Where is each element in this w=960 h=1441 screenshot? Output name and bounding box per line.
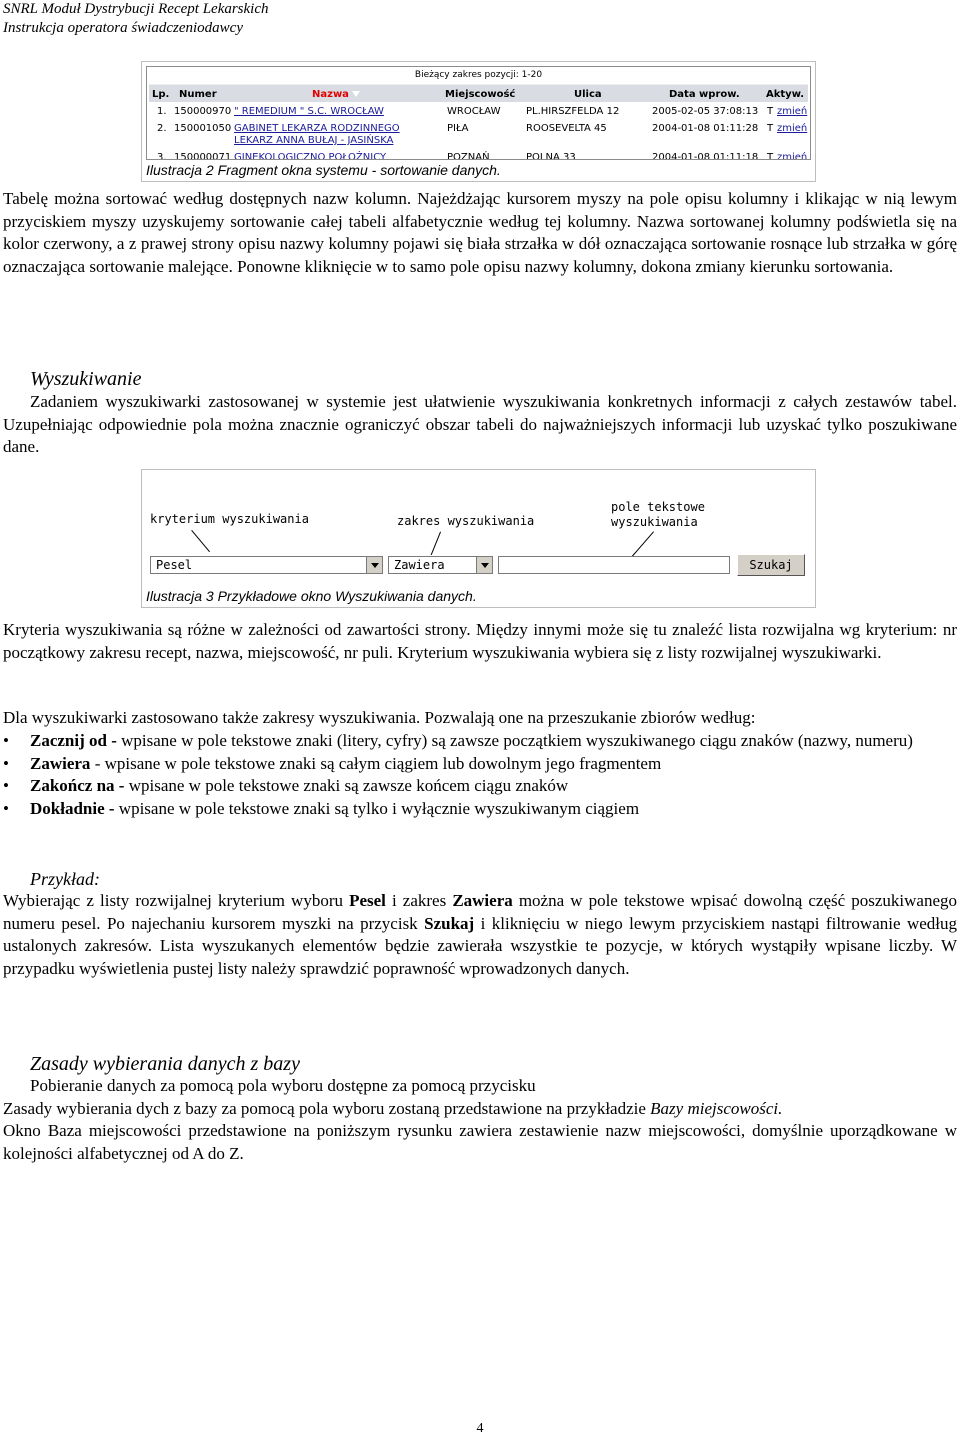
document-header <box>3 0 269 38</box>
list-item <box>3 775 957 798</box>
example-bold: Szukaj <box>424 913 475 933</box>
annotation-textfield <box>611 500 705 530</box>
cell-lp: 1. <box>157 106 167 117</box>
chevron-down-icon[interactable] <box>366 557 382 573</box>
pointer-line <box>191 530 210 552</box>
cell-lp: 3. <box>157 152 167 160</box>
column-header-nazwa-label: Nazwa <box>312 89 349 100</box>
list-item-term: Zacznij od - <box>30 731 117 750</box>
section-title-rules: Zasady wybierania danych z bazy <box>30 1053 300 1075</box>
cell-aktyw: T <box>767 152 774 160</box>
list-item <box>3 730 957 753</box>
cell-data: 2004-01-08 01:11:28 <box>652 123 759 134</box>
annotation-range: zakres wyszukiwania <box>397 514 535 528</box>
example-text: i kliknięciu w niego lewym przyciskiem nastąpi filtrowanie według ustalonych zakresów. Lista wyszukanych elementów będzie zawierała wszystkie te pozycje, w których wystąpiły wpisane liczby. W przypadku wyświetlenia pustej listy należy sprawdzić poprawność wprowadzonych danych. <box>3 913 957 979</box>
cell-nazwa-link-line2[interactable]: LEKARZ ANNA BUŁAJ - JASIŃSKA <box>234 135 394 146</box>
column-header-miejscowosc[interactable]: Miejscowość <box>445 89 516 100</box>
section-title-search: Wyszukiwanie <box>30 368 142 390</box>
search-text-input[interactable] <box>498 556 730 574</box>
list-item-term: Dokładnie - <box>30 799 115 819</box>
example-text: i zakres <box>385 891 453 910</box>
cell-nazwa-link[interactable]: " REMEDIUM " S.C. WROCŁAW <box>234 106 384 117</box>
list-item-text: wpisane w pole tekstowe znaki są zawsze końcem ciągu znaków <box>124 776 569 796</box>
table-header <box>149 84 808 102</box>
cell-miejscowosc: PIŁA <box>447 123 469 134</box>
paragraph-search: Zadaniem wyszukiwarki zastosowanej w systemie jest ułatwienie wyszukiwania konkretnych informacji z całych zestawów tabel. Uzupełniając odpowiednie pola można znacznie ograniczyć obszar tabeli do najważniejszych informacji lub uzyskać tylko poszukiwane dane. <box>3 392 957 457</box>
cell-ulica: POLNA 33 <box>526 152 576 160</box>
example-text: można w pole tekstowe wpisać dowolną część poszukiwanego numeru pesel. Po najechaniu kursorem myszki na przycisk <box>3 891 958 933</box>
chevron-down-icon[interactable] <box>476 557 492 573</box>
edit-link[interactable]: zmień <box>777 106 808 117</box>
paragraph-rules <box>3 1098 957 1121</box>
list-item-text: - wpisane w pole tekstowe znaki są całym ciągiem lub dowolnym jego fragmentem <box>90 753 662 773</box>
column-header-data[interactable]: Data wprow. <box>669 89 740 100</box>
paragraph-example <box>3 890 957 981</box>
cell-aktyw: T <box>767 123 774 134</box>
list-item <box>3 753 957 776</box>
figure-search <box>141 469 816 608</box>
example-text: Wybierając z listy rozwijalnej kryterium wyboru <box>3 891 350 910</box>
cell-nazwa-link[interactable]: GINEKOLOGICZNO POŁOŻNICY <box>234 152 387 160</box>
criterion-select[interactable] <box>150 556 383 574</box>
list-item <box>3 798 957 821</box>
paragraph-ranges: Dla wyszukiwarki zastosowano także zakresy wyszukiwania. Pozwalają one na przeszukanie zbiorów według: <box>3 708 756 727</box>
cell-numer: 150000071 <box>174 152 232 160</box>
cell-data: 2005-02-05 37:08:13 <box>652 106 759 117</box>
example-bold: Zawiera <box>452 891 513 910</box>
column-header-lp[interactable]: Lp. <box>152 89 170 100</box>
cell-nazwa-link[interactable]: GABINET LEKARZA RODZINNEGO <box>234 123 400 134</box>
header-title: SNRL Moduł Dystrybucji Recept Lekarskich <box>3 1 269 17</box>
figure-sorting <box>141 61 816 182</box>
example-title: Przykład: <box>30 869 100 889</box>
cell-lp: 2. <box>157 123 167 134</box>
paragraph-rules-2: Okno Baza miejscowości przedstawione na poniższym rysunku zawiera zestawienie nazw miejscowości, domyślnie uporządkowane w kolejności alfabetycznej od A do Z. <box>3 1121 957 1163</box>
table-row <box>149 151 808 160</box>
cell-numer: 150001050 <box>174 123 232 134</box>
annotation-criterion: kryterium wyszukiwania <box>150 512 309 526</box>
paragraph-rules-line1: Pobieranie danych za pomocą pola wyboru dostępne za pomocą przycisku <box>30 1076 536 1095</box>
cell-miejscowosc: POZNAŃ <box>447 152 490 160</box>
column-header-nazwa[interactable] <box>312 88 360 101</box>
search-button[interactable]: Szukaj <box>737 554 805 576</box>
figure-caption: Ilustracja 3 Przykładowe okno Wyszukiwania danych. <box>146 588 477 604</box>
figure-caption: Ilustracja 2 Fragment okna systemu - sortowanie danych. <box>146 162 501 178</box>
cell-aktyw: T <box>767 106 774 117</box>
sort-arrow-down-icon <box>352 91 360 97</box>
criterion-select-value: Pesel <box>156 558 193 572</box>
ranges-list <box>3 730 957 821</box>
paragraph-sorting: Tabelę można sortować według dostępnych nazw kolumn. Najeżdżając kursorem myszy na pole opisu kolumny i klikając w nią lewym przyciskiem myszy uzyskujemy sortowanie całej tabeli alfabetycznie według tej kolumny. Nazwa sortowanej kolumny podświetla się na kolor czerwony, a z prawej strony opisu nazwy kolumny pojawi się biała strzałka w dół oznaczająca sortowanie rosnące lub strzałka w górę oznaczająca sortowanie malejące. Ponowne kliknięcie w to samo pole opisu nazwy kolumny, dokona zmiany kierunku sortowania. <box>3 189 957 277</box>
page-number: 4 <box>476 1421 484 1436</box>
paragraph-criteria: Kryteria wyszukiwania są różne w zależności od zawartości strony. Między innymi może się tu znaleźć lista rozwijalna wg kryterium: nr początkowy zakresu recept, nazwa, miejscowość, nr puli. Kryterium wyszukiwania wybiera się z listy rozwijalnej wyszukiwarki. <box>3 620 957 662</box>
column-header-ulica[interactable]: Ulica <box>574 89 602 100</box>
search-screenshot <box>144 472 811 580</box>
range-label: Bieżący zakres pozycji: 1-20 <box>414 70 543 80</box>
column-header-aktyw[interactable]: Aktyw. <box>766 89 805 100</box>
pointer-line <box>431 532 441 556</box>
sorting-screenshot <box>146 66 811 160</box>
list-item-text: wpisane w pole tekstowe znaki są tylko i wyłącznie wyszukiwanym ciągiem <box>114 799 640 819</box>
rules-italic: Bazy miejscowości. <box>650 1099 783 1118</box>
rules-text: Zasady wybierania dych z bazy za pomocą pola wyboru zostaną przedstawione na przykładzie <box>3 1099 651 1118</box>
cell-ulica: PL.HIRSZFELDA 12 <box>526 106 620 117</box>
cell-miejscowosc: WROCŁAW <box>447 106 501 117</box>
list-item-term: Zawiera <box>30 753 91 773</box>
edit-link[interactable]: zmień <box>777 123 808 134</box>
column-header-numer[interactable]: Numer <box>179 89 217 100</box>
annotation-textfield-line1: pole tekstowe <box>611 500 705 514</box>
list-item-text: wpisane w pole tekstowe znaki (litery, cyfry) są zawsze początkiem wyszukiwanego ciągu znaków (nazwy, numeru) <box>116 731 913 750</box>
list-item-term: Zakończ na - <box>30 776 125 796</box>
range-select-value: Zawiera <box>394 558 445 572</box>
header-subtitle: Instrukcja operatora świadczeniodawcy <box>3 20 243 36</box>
example-bold: Pesel <box>349 891 386 910</box>
range-select[interactable] <box>388 556 493 574</box>
cell-numer: 150000970 <box>174 106 232 117</box>
cell-data: 2004-01-08 01:11:18 <box>652 152 759 160</box>
table-row <box>149 122 808 149</box>
edit-link[interactable]: zmień <box>777 152 808 160</box>
annotation-textfield-line2: wyszukiwania <box>611 515 698 529</box>
cell-ulica: ROOSEVELTA 45 <box>526 123 607 134</box>
table-row <box>149 105 808 122</box>
